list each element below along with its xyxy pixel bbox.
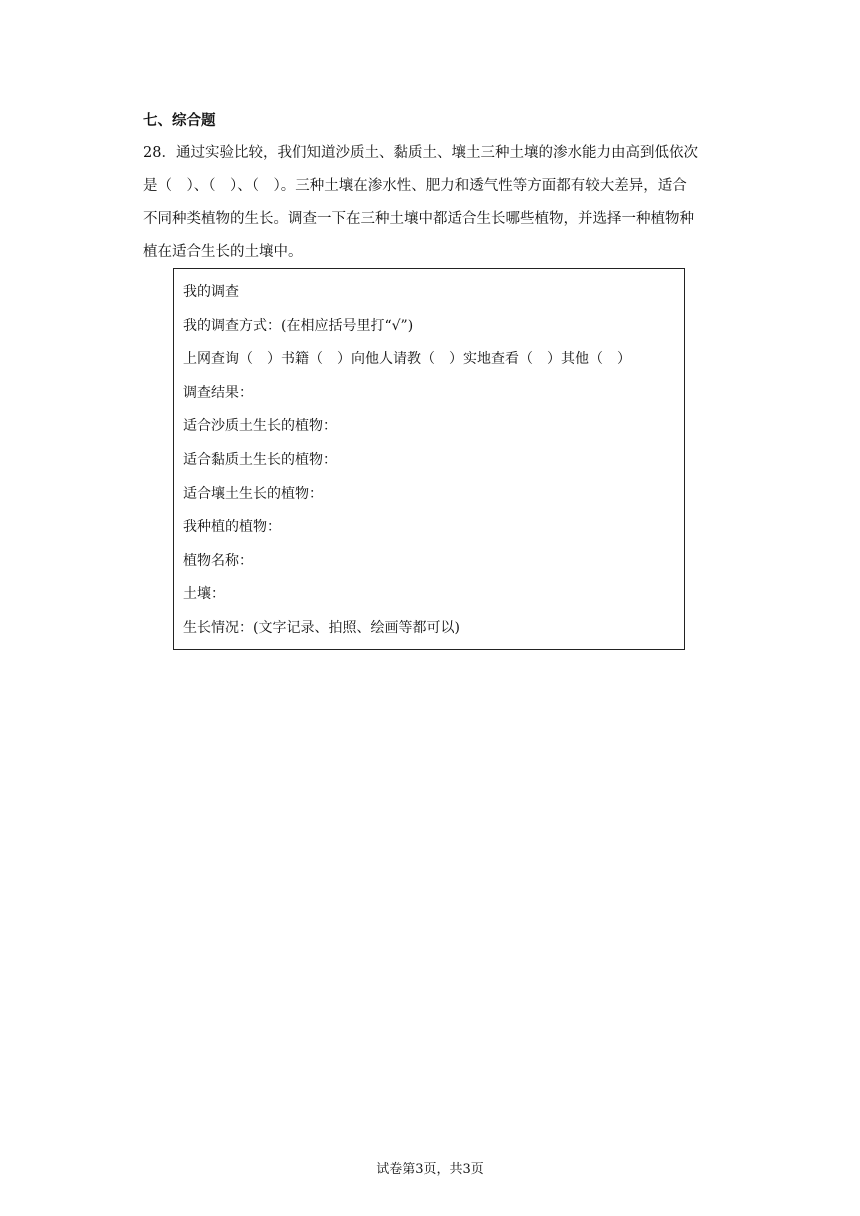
sandy-soil-plants-label: 适合沙质土生长的植物： — [183, 418, 337, 435]
my-plant-label: 我种植的植物： — [183, 519, 281, 536]
question-28 — [143, 137, 726, 269]
question-line: 是（ ）、（ ）、（ ）。三种土壤在渗水性、肥力和透气性等方面都有较大差异，适合 — [143, 178, 687, 194]
page-footer: 试卷第3页，共3页 — [376, 1162, 484, 1177]
loam-soil-plants-label: 适合壤土生长的植物： — [183, 485, 323, 502]
survey-title: 我的调查 — [183, 284, 239, 300]
clay-soil-plants-label: 适合黏质土生长的植物： — [183, 451, 337, 468]
section-title: 七、综合题 — [143, 113, 216, 129]
question-line: 植在适合生长的土壤中。 — [143, 244, 303, 260]
growth-label: 生长情况：(文字记录、拍照、绘画等都可以) — [183, 619, 460, 636]
soil-label: 土壤： — [183, 586, 225, 603]
question-line: 不同种类植物的生长。调查一下在三种土壤中都适合生长哪些植物，并选择一种植物种 — [143, 211, 694, 227]
plant-name-label: 植物名称： — [183, 552, 253, 569]
question-line: 28．通过实验比较，我们知道沙质土、黏质土、壤土三种土壤的渗水能力由高到低依次 — [143, 145, 698, 161]
survey-box — [173, 268, 685, 650]
survey-method-label: 我的调查方式：(在相应括号里打“√”) — [183, 317, 414, 334]
survey-result-label: 调查结果： — [183, 384, 253, 401]
survey-method-options: 上网查询（ ）书籍（ ）向他人请教（ ）实地查看（ ）其他（ ） — [183, 351, 631, 368]
